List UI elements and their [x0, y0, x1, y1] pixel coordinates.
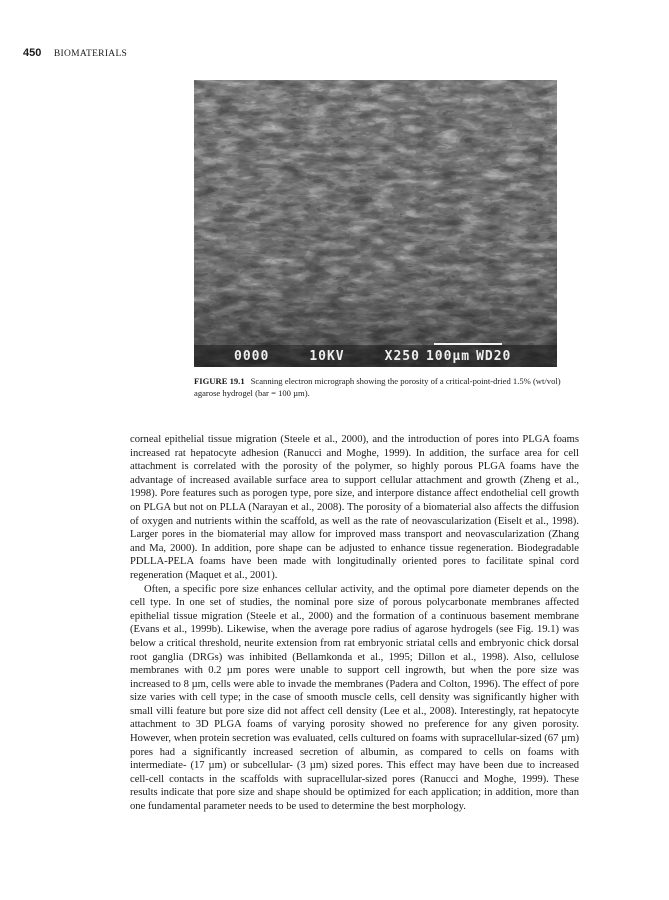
body-text: [130, 433, 579, 814]
micrograph-magnification: X250: [384, 348, 420, 364]
sem-micrograph: [194, 80, 557, 367]
page-number: 450: [23, 47, 42, 59]
running-title: BIOMATERIALS: [53, 49, 128, 59]
micrograph-info-bar: [194, 345, 557, 367]
micrograph-working-distance: WD20: [476, 348, 512, 364]
running-head: [23, 47, 127, 59]
paragraph: corneal epithelial tissue migration (Steele et al., 2000), and the introduction of pores into PLGA foams increased rat hepatocyte adhesion (Ranucci and Moghe, 1999). In addition, the surface area for cell attachment is correlated with the porosity of the polymer, so highly porous PLGA foams have the advantage of increased available surface area to support cellular attachment and growth (Zheng et al., 1998). Pore features such as porogen type, pore size, and interpore distance affect endothelial cell growth on PLGA but not on PLLA (Narayan et al., 2008). The porosity of a biomaterial also affects the diffusion of oxygen and nutrients within the scaffold, as well as the rate of neovascularization (Eiselt et al., 1998). Larger pores in the biomaterial may allow for improved mass transport and neovascularization (Zhang and Ma, 2000). In addition, pore shape can be adjusted to enhance tissue regeneration. Biodegradable PDLLA-PELA foams have been made with longitudinally oriented pores to facilitate spinal cord regeneration (Maquet et al., 2001).: [130, 434, 579, 581]
figure-caption: [194, 376, 564, 399]
micrograph-voltage: 10KV: [309, 348, 345, 364]
micrograph-texture: [194, 80, 557, 367]
paragraph: Often, a specific pore size enhances cellular activity, and the optimal pore diameter depends on the cell type. In one set of studies, the nominal pore size of porous polycarbonate membranes affected epithelial tissue migration (Steele et al., 2000) and the formation of a continuous basement membrane (Evans et al., 1999b). Likewise, when the average pore radius of agarose hydrogels (see Fig. 19.1) was below a critical threshold, neurite extension from rat embryonic striatal cells and embryonic chick dorsal root ganglia (DRGs) was inhibited (Bellamkonda et al., 1995; Dillon et al., 1998). Also, cellulose membranes with 0.2 µm pores were unable to support cell ingrowth, but when the pore size was increased to 8 µm, cells were able to invade the membranes (Padera and Colton, 1996). The effect of pore size varies with cell type; in the case of smooth muscle cells, cell density was significantly higher with small villi feature but pore size did not affect cell density (Lee et al., 2008). Interestingly, rat hepatocyte attachment to 3D PLGA foams of varying porosity showed no preference for any given porosity. However, when protein secretion was evaluated, cells cultured on foams with supracellular-sized (67 µm) pores had a significantly increased secretion of albumin, as compared to cells on foams with intermediate- (17 µm) or subcellular- (3 µm) sized pores. This effect may have been due to increased cell-cell contacts in the scaffolds with supracellular-sized pores (Ranucci and Moghe, 1999). These results indicate that pore size and shape should be optimized for each application; in addition, more than one fundamental parameter needs to be used to determine the best morphology.: [130, 583, 579, 813]
figure-label: FIGURE 19.1: [194, 376, 245, 386]
figure-caption-text: Scanning electron micrograph showing the porosity of a critical-point-dried 1.5% (wt/vol) agarose hydrogel (bar = 100 µm).: [194, 376, 561, 398]
micrograph-scale: 100µm: [425, 348, 471, 364]
micrograph-id: 0000: [234, 348, 270, 364]
